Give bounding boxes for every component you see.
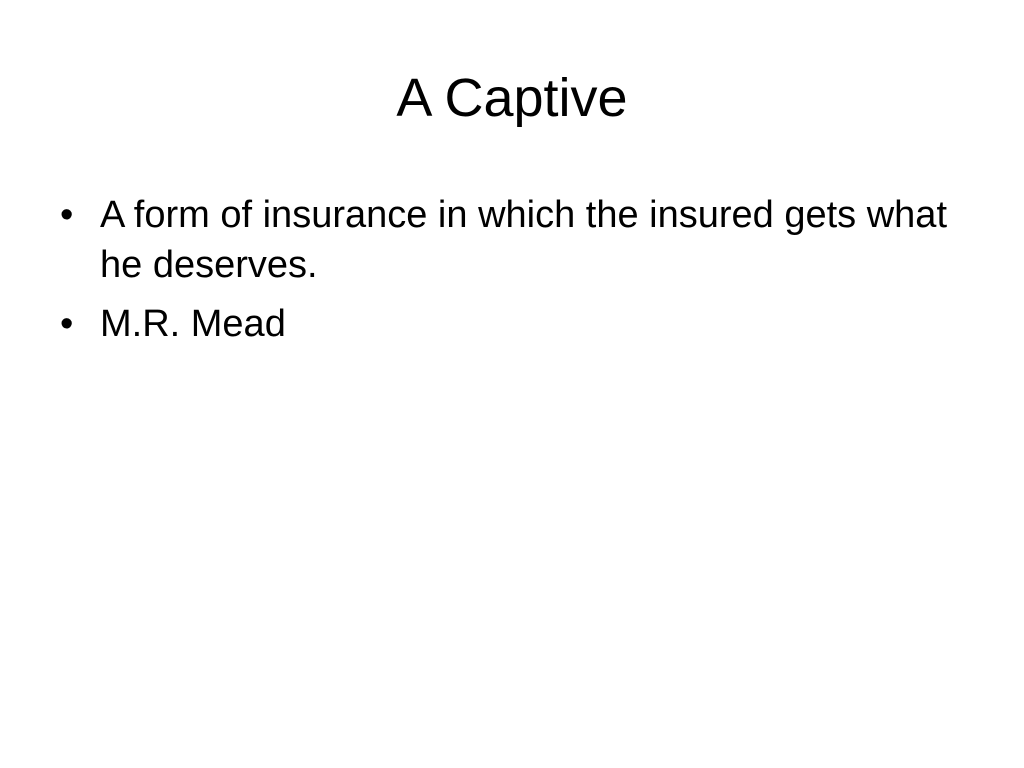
- bullet-item: [56, 299, 956, 349]
- slide-title: A Captive: [396, 68, 628, 128]
- bullet-text: A form of insurance in which the insured gets what he deserves.: [100, 194, 948, 286]
- bullet-dot-icon: •: [60, 303, 74, 345]
- bullet-item: [56, 190, 956, 290]
- bullet-dot-icon: •: [60, 194, 74, 236]
- bullet-text: M.R. Mead: [100, 303, 286, 345]
- bullet-list: [56, 190, 956, 358]
